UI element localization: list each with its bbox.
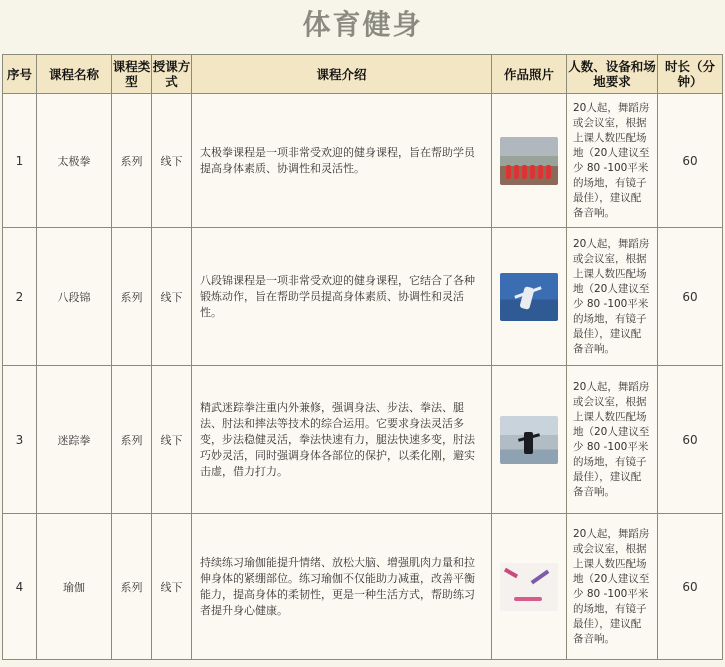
row-duration: 60 [658, 514, 723, 660]
row-course-type: 系列 [112, 94, 152, 228]
header-photo: 作品照片 [492, 55, 567, 94]
row-seq: 3 [3, 366, 37, 514]
taiji-group-photo [500, 137, 558, 185]
row-intro: 八段锦课程是一项非常受欢迎的健身课程，它结合了各种锻炼动作，旨在帮助学员提高身体素质、协调性和灵活性。 [192, 228, 492, 366]
row-course-name: 迷踪拳 [37, 366, 112, 514]
header-duration: 时长（分钟） [658, 55, 723, 94]
row-teaching-mode: 线下 [152, 366, 192, 514]
row-requirements: 20人起，舞蹈房或会议室，根据上课人数匹配场地（20人建议至少 80 -100平米的场地，有镜子最佳），建议配备音响。 [567, 228, 658, 366]
row-course-type: 系列 [112, 366, 152, 514]
row-requirements: 20人起，舞蹈房或会议室，根据上课人数匹配场地（20人建议至少 80 -100平米的场地，有镜子最佳），建议配备音响。 [567, 514, 658, 660]
row-course-type: 系列 [112, 228, 152, 366]
row-intro: 太极拳课程是一项非常受欢迎的健身课程，旨在帮助学员提高身体素质、协调性和灵活性。 [192, 94, 492, 228]
row-requirements: 20人起，舞蹈房或会议室，根据上课人数匹配场地（20人建议至少 80 -100平米的场地，有镜子最佳），建议配备音响。 [567, 366, 658, 514]
row-course-name: 瑜伽 [37, 514, 112, 660]
row-course-name: 八段锦 [37, 228, 112, 366]
row-course-name: 太极拳 [37, 94, 112, 228]
row-seq: 1 [3, 94, 37, 228]
row-teaching-mode: 线下 [152, 94, 192, 228]
table-row [3, 366, 723, 514]
table-row [3, 228, 723, 366]
row-duration: 60 [658, 366, 723, 514]
row-teaching-mode: 线下 [152, 514, 192, 660]
row-course-type: 系列 [112, 514, 152, 660]
header-mode: 授课方式 [152, 55, 192, 94]
yoga-poses-photo [500, 563, 558, 611]
table-row [3, 94, 723, 228]
header-requirements: 人数、设备和场地要求 [567, 55, 658, 94]
row-seq: 4 [3, 514, 37, 660]
row-intro: 持续练习瑜伽能提升情绪、放松大脑、增强肌肉力量和拉伸身体的紧绷部位。练习瑜伽不仅能助力减重，改善平衡能力，提高身体的柔韧性，更是一种生活方式，帮助练习者提升身心健康。 [192, 514, 492, 660]
page-title: 体育健身 [302, 8, 423, 41]
row-duration: 60 [658, 228, 723, 366]
course-table [2, 54, 723, 660]
header-intro: 课程介绍 [192, 55, 492, 94]
row-seq: 2 [3, 228, 37, 366]
header-type: 课程类型 [112, 55, 152, 94]
header-seq: 序号 [3, 55, 37, 94]
row-intro: 精武迷踪拳注重内外兼修，强调身法、步法、拳法、腿法、肘法和摔法等技术的综合运用。它要求身法灵活多变，步法稳健灵活，拳法快速有力，腿法快速多变，肘法巧妙灵活，同时强调身体各部位的保护，以柔化刚，避实击虚，借力打力。 [192, 366, 492, 514]
row-duration: 60 [658, 94, 723, 228]
mizongquan-performer-photo [500, 416, 558, 464]
baduanjin-performer-photo [500, 273, 558, 321]
row-teaching-mode: 线下 [152, 228, 192, 366]
header-name: 课程名称 [37, 55, 112, 94]
row-requirements: 20人起，舞蹈房或会议室，根据上课人数匹配场地（20人建议至少 80 -100平米的场地，有镜子最佳），建议配备音响。 [567, 94, 658, 228]
table-row [3, 514, 723, 660]
table-header-row [3, 55, 723, 94]
